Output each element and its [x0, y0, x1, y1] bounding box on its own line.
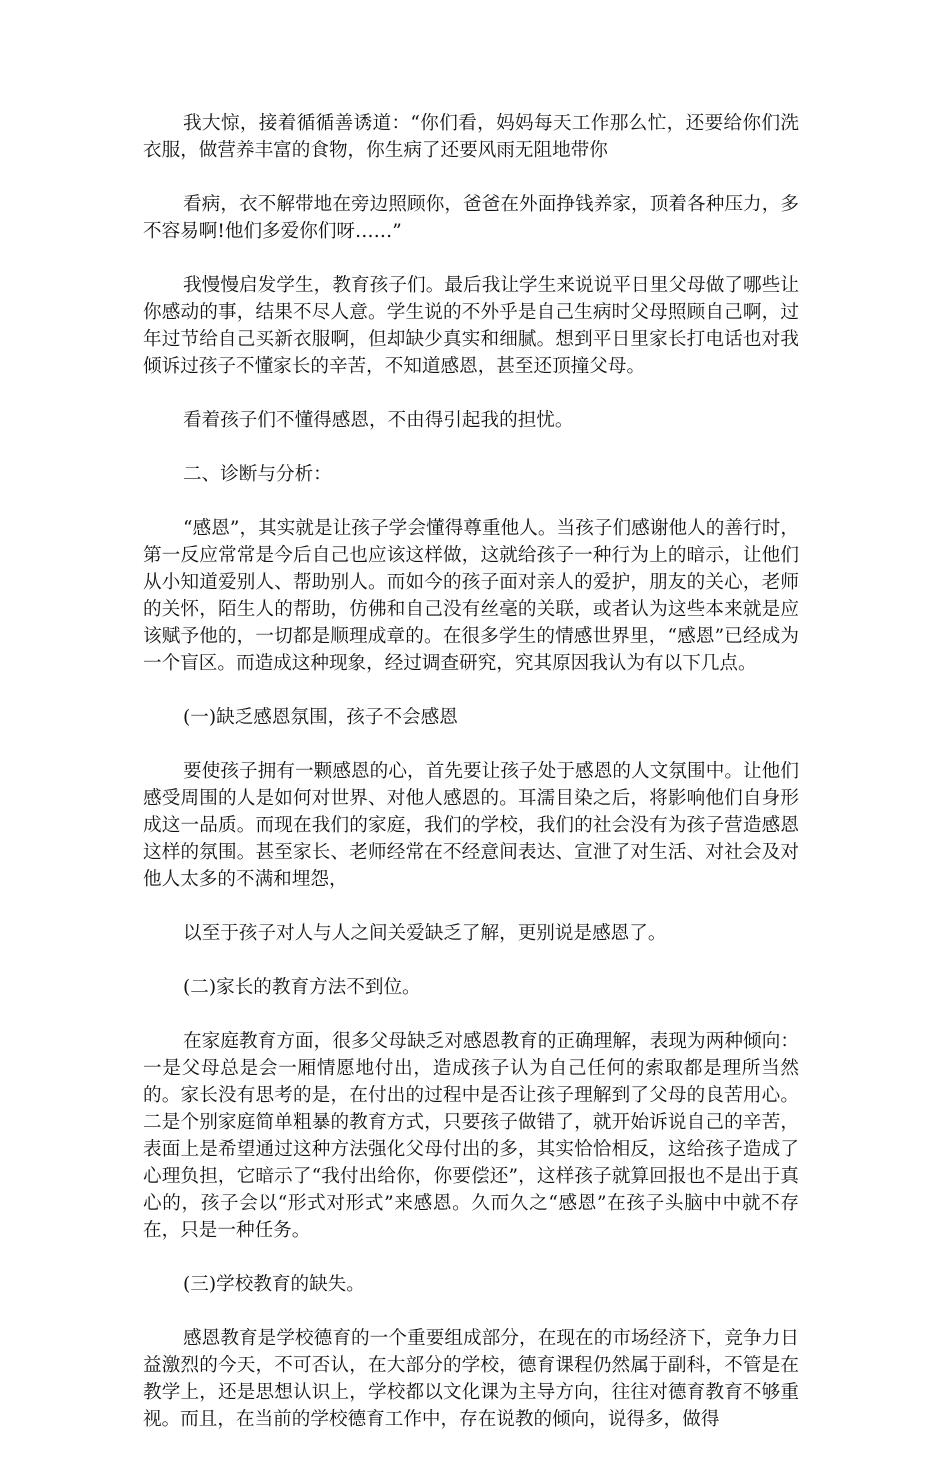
paragraph: 看着孩子们不懂得感恩，不由得引起我的担忧。: [183, 410, 574, 431]
paragraph: “感恩”，其实就是让孩子学会懂得尊重他人。当孩子们感谢他人的善行时，第一反应常常是今后自己也应该这样做，这就给孩子一种行为上的暗示，让他们从小知道爱别人、帮助别人。而如今的孩子面对亲人的爱护，朋友的关心，老师的关怀，陌生人的帮助，仿佛和自己没有丝毫的关联，或者认为这些本来就是应该赋予他的，一切都是顺理成章的。在很多学生的情感世界里，“感恩”已经成为一个盲区。而造成这种现象，经过调查研究，究其原因我认为有以下几点。: [143, 518, 799, 674]
subsection-heading: (一)缺乏感恩氛围，孩子不会感恩: [183, 707, 458, 728]
subsection-heading: (三)学校教育的缺失。: [183, 1274, 365, 1295]
paragraph: 我慢慢启发学生，教育孩子们。最后我让学生来说说平日里父母做了哪些让你感动的事，结果不尽人意。学生说的不外乎是自己生病时父母照顾自己啊，过年过节给自己买新衣服啊，但却缺少真实和细腻。想到平日里家长打电话也对我倾诉过孩子不懂家长的辛苦，不知道感恩，甚至还顶撞父母。: [143, 275, 799, 377]
document-page: [143, 110, 799, 1460]
paragraph: 以至于孩子对人与人之间关爱缺乏了解，更别说是感恩了。: [183, 923, 667, 944]
paragraph: 我大惊，接着循循善诱道：“你们看，妈妈每天工作那么忙，还要给你们洗衣服，做营养丰富的食物，你生病了还要风雨无阻地带你: [143, 113, 799, 161]
subsection-heading: (二)家长的教育方法不到位。: [183, 977, 421, 998]
paragraph: 感恩教育是学校德育的一个重要组成部分，在现在的市场经济下，竞争力日益激烈的今天，不可否认，在大部分的学校，德育课程仍然属于副科，不管是在教学上，还是思想认识上，学校都以文化课为主导方向，往往对德育教育不够重视。而且，在当前的学校德育工作中，存在说教的倾向，说得多，做得: [143, 1328, 799, 1430]
paragraph: 在家庭教育方面，很多父母缺乏对感恩教育的正确理解，表现为两种倾向：一是父母总是会一厢情愿地付出，造成孩子认为自己任何的索取都是理所当然的。家长没有思考的是，在付出的过程中是否让孩子理解到了父母的良苦用心。二是个别家庭简单粗暴的教育方式，只要孩子做错了，就开始诉说自己的辛苦，表面上是希望通过这种方法强化父母付出的多，其实恰恰相反，这给孩子造成了心理负担，它暗示了“我付出给你，你要偿还”，这样孩子就算回报也不是出于真心的，孩子会以“形式对形式”来感恩。久而久之“感恩”在孩子头脑中中就不存在，只是一种任务。: [143, 1031, 799, 1241]
paragraph: 看病，衣不解带地在旁边照顾你，爸爸在外面挣钱养家，顶着各种压力，多不容易啊!他们多爱你们呀……”: [143, 194, 799, 242]
paragraph: 要使孩子拥有一颗感恩的心，首先要让孩子处于感恩的人文氛围中。让他们感受周围的人是如何对世界、对他人感恩的。耳濡目染之后，将影响他们自身形成这一品质。而现在我们的家庭，我们的学校，我们的社会没有为孩子营造感恩这样的氛围。甚至家长、老师经常在不经意间表达、宣泄了对生活、对社会及对他人太多的不满和埋怨，: [143, 761, 799, 890]
section-heading: 二、诊断与分析：: [183, 464, 332, 485]
